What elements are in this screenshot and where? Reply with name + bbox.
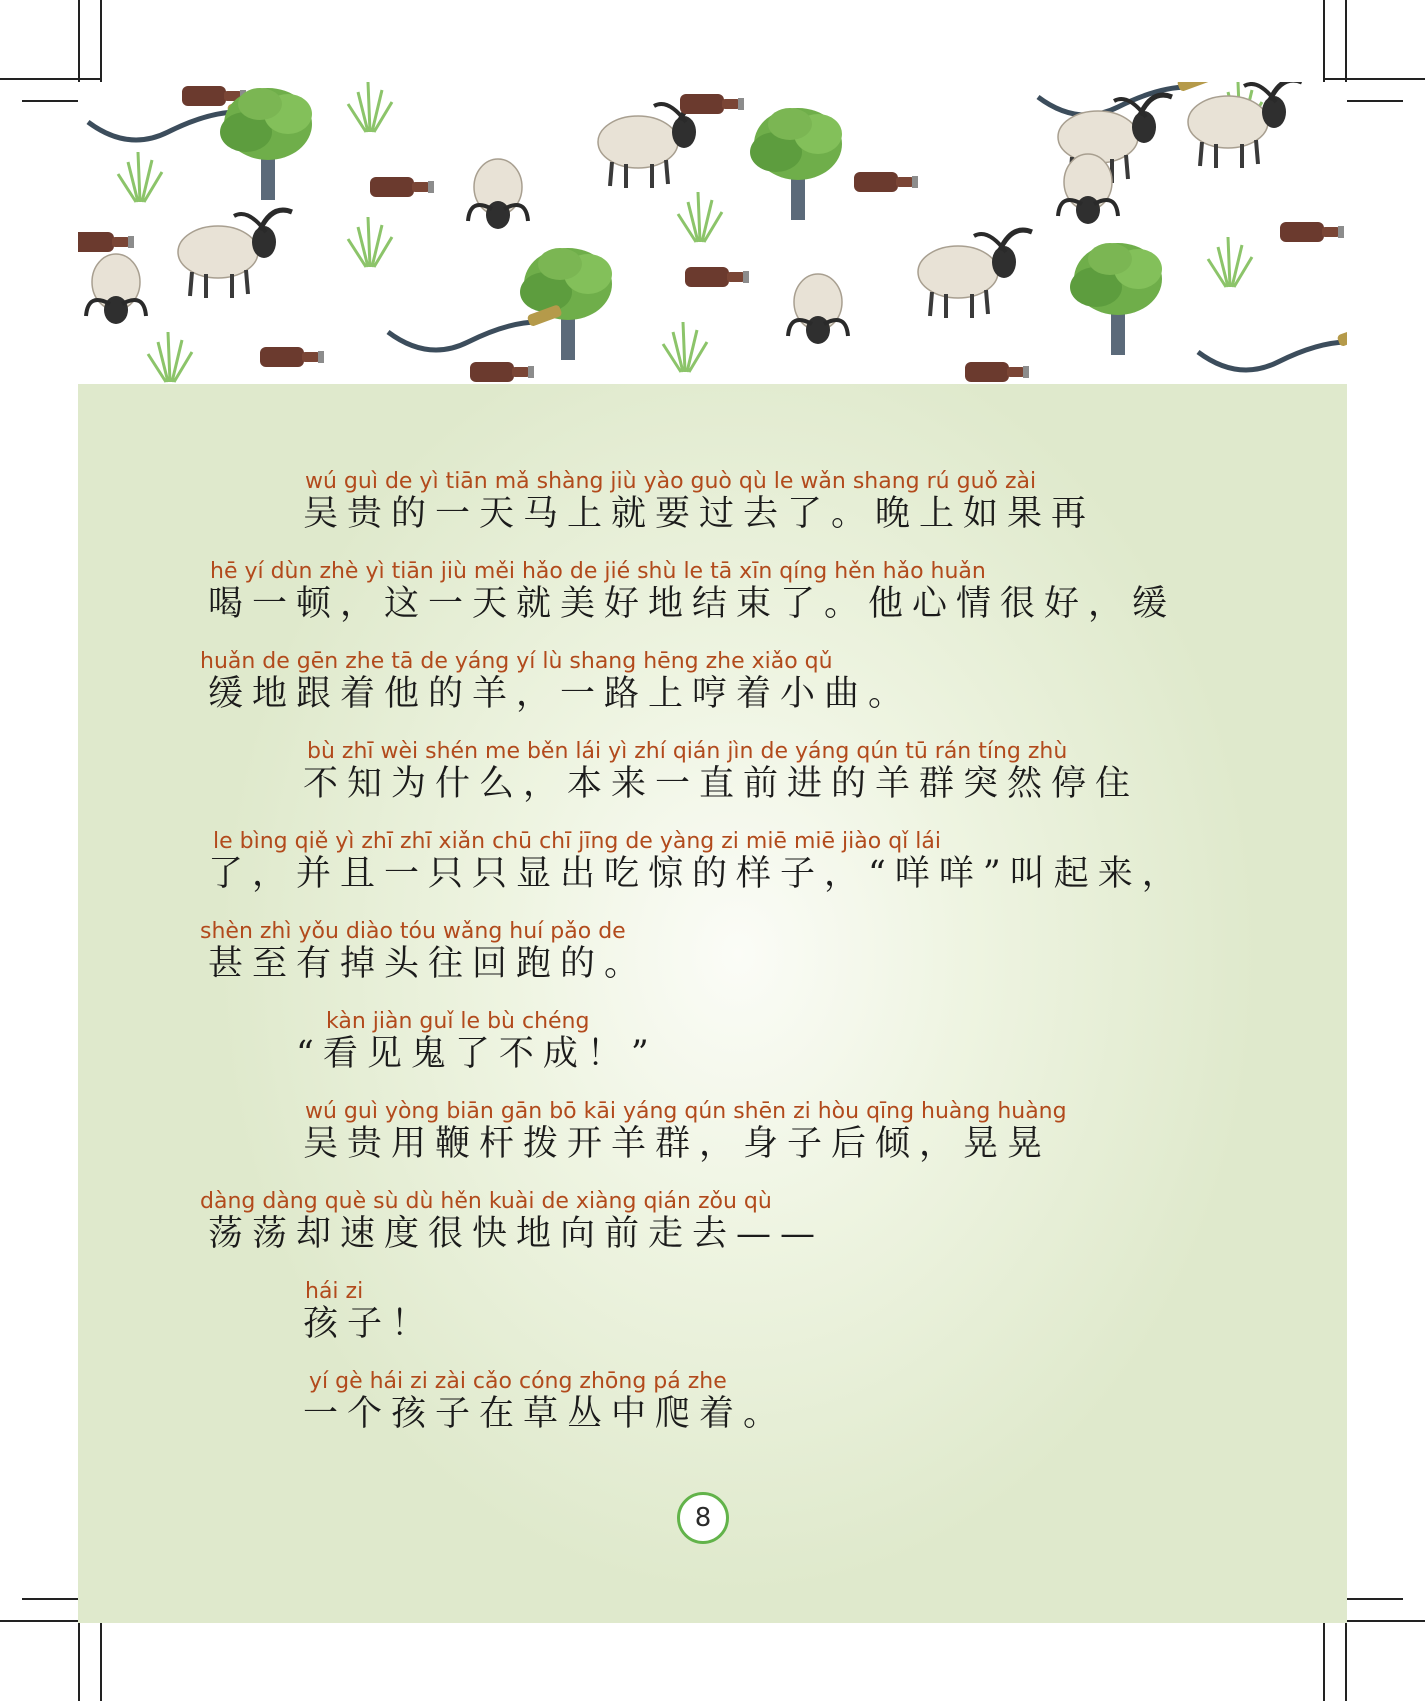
hanzi-line: “看见鬼了不成！” <box>296 1034 658 1074</box>
pinyin-line: dàng dàng què sù dù hěn kuài de xiàng qián zǒu qù <box>200 1189 772 1214</box>
hanzi-line: 甚至有掉头往回跑的。 <box>208 944 649 984</box>
crop-mark <box>0 78 100 80</box>
tree-icon <box>1070 243 1162 355</box>
hanzi-line: 孩子！ <box>303 1304 436 1344</box>
hanzi-line: 缓地跟着他的羊，一路上哼着小曲。 <box>208 674 913 714</box>
bottle-icon <box>680 94 744 114</box>
grass-icon <box>663 322 707 372</box>
grass-icon <box>1208 237 1252 287</box>
goat-icon <box>86 254 146 324</box>
bottle-icon <box>370 177 434 197</box>
bottle-icon <box>260 347 324 367</box>
pinyin-line: hē yí dùn zhè yì tiān jiù měi hǎo de jié shù le tā xīn qíng hěn hǎo huǎn <box>210 559 986 584</box>
grass-icon <box>148 332 192 382</box>
tree-icon <box>750 108 842 220</box>
whip-icon <box>1198 324 1347 370</box>
pinyin-line: yí gè hái zi zài cǎo cóng zhōng pá zhe <box>309 1369 727 1394</box>
bottle-icon <box>1280 222 1344 242</box>
bottle-icon <box>78 232 134 252</box>
illustration-banner <box>78 82 1347 384</box>
crop-mark <box>100 1620 102 1701</box>
pinyin-line: le bìng qiě yì zhī zhī xiǎn chū chī jīng de yàng zi miē miē jiào qǐ lái <box>213 829 941 854</box>
pinyin-line: bù zhī wèi shén me běn lái yì zhí qián jìn de yáng qún tū rán tíng zhù <box>307 739 1068 764</box>
pinyin-line: shèn zhì yǒu diào tóu wǎng huí pǎo de <box>200 919 626 944</box>
hanzi-line: 荡荡却速度很快地向前走去—— <box>208 1214 825 1254</box>
hanzi-line: 一个孩子在草丛中爬着。 <box>303 1394 788 1434</box>
pinyin-line: wú guì yòng biān gān bō kāi yáng qún shēn zi hòu qīng huàng huàng <box>305 1099 1067 1124</box>
goat-icon <box>788 274 848 344</box>
hanzi-line: 了，并且一只只显出吃惊的样子，“咩咩”叫起来， <box>208 854 1186 894</box>
pinyin-line: hái zi <box>305 1279 364 1304</box>
goat-icon <box>918 230 1032 318</box>
crop-mark <box>1323 1620 1325 1701</box>
crop-mark <box>1325 78 1425 80</box>
pinyin-line: wú guì de yì tiān mǎ shàng jiù yào guò qù le wǎn shang rú guǒ zài <box>305 469 1037 494</box>
whip-icon <box>388 304 563 350</box>
hanzi-line: 吴贵的一天马上就要过去了。晚上如果再 <box>303 494 1096 534</box>
grass-icon <box>678 192 722 242</box>
grass-icon <box>348 217 392 267</box>
pinyin-line: kàn jiàn guǐ le bù chéng <box>326 1009 590 1034</box>
bottle-icon <box>965 362 1029 382</box>
goat-icon <box>1188 82 1302 168</box>
bottle-icon <box>470 362 534 382</box>
goat-icon <box>178 210 292 298</box>
banner-illustration <box>78 82 1347 384</box>
crop-mark <box>1323 0 1325 82</box>
pinyin-line: huǎn de gēn zhe tā de yáng yí lù shang hēng zhe xiǎo qǔ <box>200 649 833 674</box>
page-number: 8 <box>677 1492 729 1544</box>
tree-icon <box>220 88 312 200</box>
hanzi-line: 不知为什么，本来一直前进的羊群突然停住 <box>303 764 1140 804</box>
crop-mark <box>100 0 102 82</box>
goat-icon <box>468 159 528 229</box>
grass-icon <box>348 82 392 132</box>
hanzi-line: 吴贵用鞭杆拨开羊群，身子后倾，晃晃 <box>303 1124 1052 1164</box>
tree-icon <box>520 248 612 360</box>
grass-icon <box>118 152 162 202</box>
bottle-icon <box>854 172 918 192</box>
hanzi-line: 喝一顿，这一天就美好地结束了。他心情很好，缓 <box>208 584 1177 624</box>
bottle-icon <box>685 267 749 287</box>
goat-icon <box>1058 154 1118 224</box>
